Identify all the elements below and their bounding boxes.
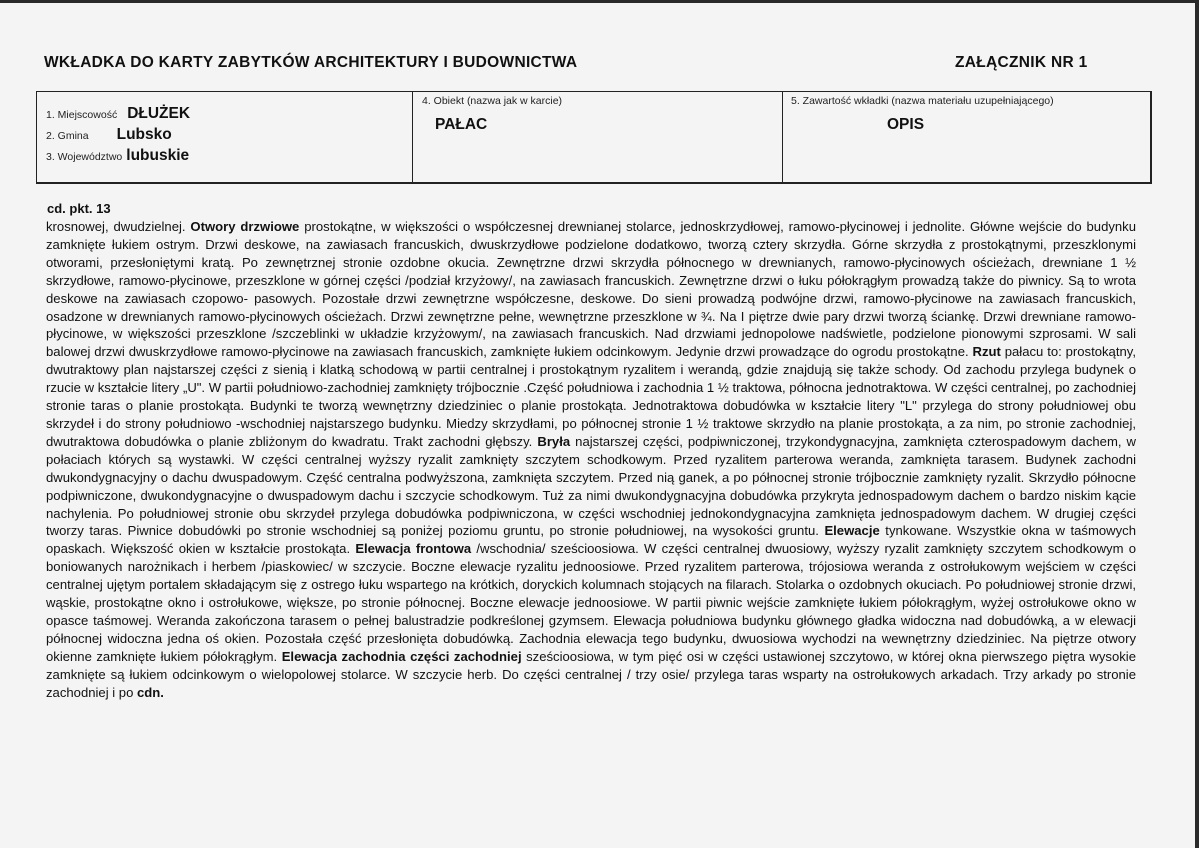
commune-label: 2. Gmina xyxy=(46,130,89,142)
section-keyword: Rzut xyxy=(972,344,1001,360)
body-segment: krosnowej, dwudzielnej. xyxy=(46,219,191,234)
commune-value: Lubsko xyxy=(116,126,172,143)
object-value: PAŁAC xyxy=(435,116,488,133)
body-segment: najstarszej części, podpiwniczonej, trzykondygnacyjna, zamknięta czterospadowym dachem, w połaciach których są wystawki. W części centralnej wyższy ryzalit zamknięty szczytem schodkowym. Przed ryzalitem parterowa weranda, zamknięta tarasem. Budynek zachodni dwukondygnacyjny o dachu dwuspadowym. Część centralna podwyższona, zamknięta szczytem. Przed nią ganek, a po północnej stronie trójbocznie zamknięty ryzalit. Skrzydło północne podpiwniczone, dwukondygnacyjne o dwuspadowym dachu i szczycie schodkowym. Tuż za nimi dwukondygnacyjna dobudówka przykryta jednospadowym dachem o bardzo niskim kącie nachylenia. Po południowej stronie obu skrzydeł przylega dobudówka podpiwniczona, w części wschodniej jednokondygnacyjna zamknięta jednospadowym dachem. W drugiej części tworzy taras. Piwnice dobudówki po stronie wschodniej są poniżej poziomu gruntu, po stronie południowej, na wysokości gruntu. xyxy=(46,433,1136,539)
metadata-table xyxy=(36,91,1152,184)
object-label: 4. Obiekt (nazwa jak w karcie) xyxy=(422,95,563,107)
location-row xyxy=(46,105,190,123)
body-segment: pałacu to: prostokątny, dwutraktowy plan najstarszej części z sienią i klatką schodową w partii centralnej i prostokątnym ryzalitem i werandą, gdzie znajdują się także schody. Od zachodu przylega budynek o rzucie w kształcie litery „U". W partii południowo-zachodniej zamknięty trójbocznie .Część południowa i zachodnia 1 ½ traktowa, północna jednotraktowa. W części centralnej, po zachodniej stronie taras o planie prostokąta. Budynki te tworzą wewnętrzny dziedziniec o planie prostokąta. Jednotraktowa dobudówka w kształcie litery "L" przylega do strony południowej obu skrzydeł i do strony południowo -wschodniej najstarszego budynku. Miedzy skrzydłami, po północnej stronie 1 ½ traktowe skrzydło na planie prostokąta, a za nim, po stronie zachodniej, dwutraktowa dobudówka o planie zbliżonym do kwadratu. Trakt zachodni głębszy. xyxy=(46,344,1136,449)
content-value: OPIS xyxy=(887,116,925,133)
location-label: 1. Miejscowość xyxy=(46,109,118,121)
continuation-heading: cd. pkt. 13 xyxy=(47,201,111,216)
commune-row xyxy=(46,126,172,144)
body-segment: prostokątne, w większości o współczesnej drewnianej stolarce, jednoskrzydłowej, ramowo-płycinowej i jednolite. Główne wejście do budynku zamknięte łukiem ostrym. Drzwi deskowe, na zawiasach francuskich, dwuskrzydłowe podzielone dodatkowo, tworzą cztery skrzydła. Górne skrzydła z prostokątnymi, przeszklonymi otworami, przesłoniętymi kratą. Po zewnętrznej stronie ozdobne okucia. Zewnętrzne drzwi skrzydła północnego w drewnianych, ramowo-płycinowych ościeżach, drewniane 1 ½ skrzydłowe, ramowo-płycinowe, przeszklone w górnej części /podział krzyżowy/, na zawiasach francuskich. Zewnętrzne drzwi o łuku półokrągłym prowadzą także do piwnicy. Są to wrota deskowe na zawiasach czopowo- pasowych. Pozostałe drzwi zewnętrzne współczesne, deskowe. Do sieni prowadzą podwójne drzwi, ramowo-płycinowe na zawiasach francuskich, osadzone w drewnianych ramowo-płycinowych ościeżach. Drzwi zewnętrzne pełne, wewnętrzne przeszklone w ¾. Na I piętrze dwie pary drzwi tworzą ściankę. Drzwi drewniane ramowo-płycinowe, w większości przeszklone /szczeblinki w układzie krzyżowym/, na zawiasach francuskich. Nad drzwiami jednopolowe nadświetle, podzielone pionowymi szprosami. W sali balowej drzwi dwuskrzydłowe ramowo-płycinowe na zawiasach francuskich, zamknięte łukiem odcinkowym. Jedynie drzwi prowadzące do ogrodu prostokątne. xyxy=(46,219,1137,360)
section-keyword: Elewacje xyxy=(824,523,880,539)
body-segment: /wschodnia/ sześcioosiowa. W części centralnej dwuosiowy, wyższy ryzalit zamknięty szczytem schodkowym o boniowanych narożnikach i herbem /piaskowiec/ w szczycie. Boczne elewacje ryzalitu jednoosiowe. Przed ryzalitem parterowa, trójosiowa weranda z ostrołukowym wejściem w części centralnej ujętym portalem składającym się z ostrego łuku wspartego na krótkich, doryckich kolumnach stojących na filarach. Stolarka o ozdobnych okuciach. Po południowej stronie drzwi, wąskie, prostokątne okno i ostrołukowe, większe, po stronie północnej. Boczne elewacje jednoosiowe. W partii piwnic wejście zamknięte łukiem półokrągłym, wyżej ostrołukowe okno w opasce taśmowej. Weranda zakończona tarasem o pełnej balustradzie podkreślonej gzymsem. Elewacja południowa budynku głównego gładka widoczna nad dobudówką, a w elewacji północnej widoczna jedna oś okien. Pozostała część przesłonięta dobudówką. Zachodnia elewacja tego budynku, dwuosiowa wychodzi na wewnętrzny dziedziniec. Na piętrze otwory okienne zamknięte łukiem półokrągłym. xyxy=(46,541,1137,664)
section-keyword: Otwory drzwiowe xyxy=(190,219,300,234)
voivodeship-value: lubuskie xyxy=(126,147,190,164)
page-edge-right xyxy=(1195,0,1199,848)
document-title: WKŁADKA DO KARTY ZABYTKÓW ARCHITEKTURY I BUDOWNICTWA xyxy=(44,54,578,71)
section-keyword: Bryła xyxy=(537,433,571,449)
attachment-number: ZAŁĄCZNIK NR 1 xyxy=(955,54,1088,71)
location-cell xyxy=(37,92,413,182)
page-edge-top xyxy=(0,0,1199,3)
object-cell xyxy=(413,92,783,182)
content-cell xyxy=(783,92,1149,182)
section-keyword: Elewacja frontowa xyxy=(355,541,472,557)
location-value: DŁUŻEK xyxy=(127,105,191,122)
content-label: 5. Zawartość wkładki (nazwa materiału uzupełniającego) xyxy=(791,95,1054,107)
voivodeship-label: 3. Województwo xyxy=(46,151,123,163)
body-segment: sześcioosiowa, w tym pięć osi w części ustawionej szczytowo, w której okna pierwszego piętra wysokie zamknięte są łukiem odcinkowym o wielopolowej stolarce. W szczycie herb. Do części centralnej / trzy osie/ przylega taras wsparty na ostrołukowych arkadach. Trzy arkady po stronie zachodniej i po xyxy=(46,648,1136,700)
body-segment: tynkowane. Wszystkie okna w taśmowych opaskach. Większość okien w kształcie prostokąta. xyxy=(46,523,1136,557)
section-keyword: Elewacja zachodnia części zachodniej xyxy=(281,648,522,664)
voivodeship-row xyxy=(46,147,189,165)
description-body xyxy=(46,218,1136,701)
section-keyword: cdn. xyxy=(137,684,164,700)
